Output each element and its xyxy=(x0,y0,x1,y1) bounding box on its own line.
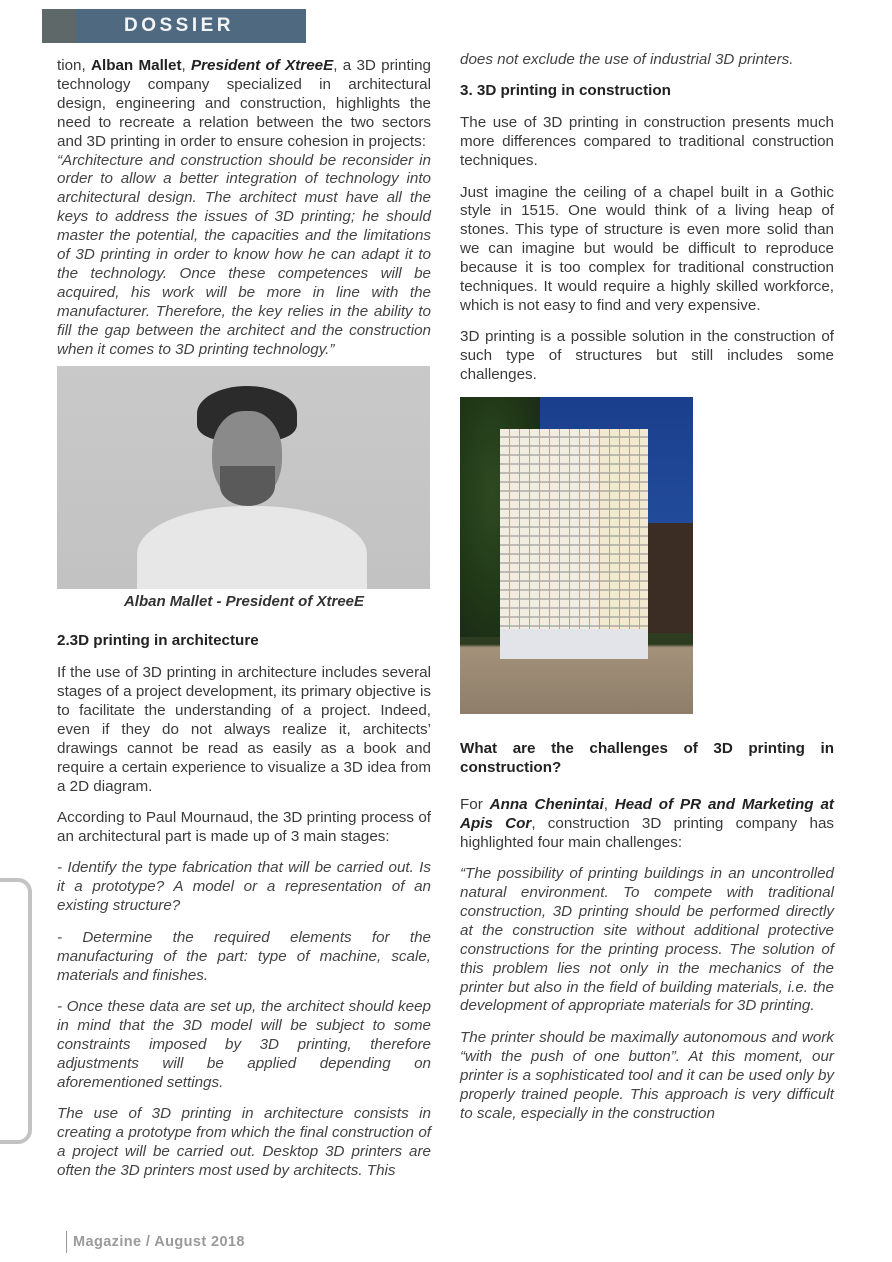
page-footer: Magazine / August 2018 xyxy=(66,1231,245,1253)
question-heading: What are the challenges of 3D printing in construction? xyxy=(460,740,834,776)
section-heading: 3. 3D printing in construction xyxy=(460,82,671,100)
intro-text-end: , construction 3D printing company has highlighted four main challenges: xyxy=(460,814,834,851)
stage-item: - Determine the required elements for the manufacturing of the part: type of machine, scale, materials and finishes. xyxy=(57,928,431,984)
photo-shirt xyxy=(137,506,367,589)
intro-paragraph xyxy=(57,57,431,152)
quote-block: The printer should be maximally autonomous and work “with the push of one button”. At this moment, our printer is a sophisticated tool and it can be used only by properly trained people. This approach is very difficult to scale, especially in the construction xyxy=(460,1028,834,1122)
body-paragraph: If the use of 3D printing in architecture includes several stages of a project development, its primary objective is to facilitate the understanding of a project. Indeed, even if they do not always realize it, architects’ drawings cannot be read as easily as a book and require a certain experience to visualize a 3D idea from a 2D diagram. xyxy=(57,664,431,795)
intro-text: tion, xyxy=(57,57,91,74)
stage-item: - Once these data are set up, the architect should keep in mind that the 3D model will be subject to some constraints imposed by 3D printing, therefore adjustments will be applied depending on aforementioned settings. xyxy=(57,997,431,1091)
section-header-bar xyxy=(42,9,306,43)
separator: , xyxy=(603,795,615,813)
body-paragraph: Just imagine the ceiling of a chapel built in a Gothic style in 1515. One would think of a living heap of stones. This type of structure is even more solid than we can imagine but would be difficult to reproduce because it is too complex for traditional construction techniques. It would require a highly skilled workforce, which is not easy to find and very expensive. xyxy=(460,183,834,314)
person-name: Anna Chenintai xyxy=(489,795,604,813)
person-role: Head of PR and Marketing at Apis Cor xyxy=(460,795,834,832)
quote-block: “Architecture and construction should be reconsider in order to allow a better integration of technology into architectural design. The architect must have all the keys to address the issues of 3D printing; he should master the potential, the capacities and the limitations of 3D printing in order to know how he can adapt it to the technology. Once these competences will be acquired, his work will be more in line with the manufacturer. Therefore, the key relies in the ability to fill the gap between the architect and the construction when it comes to 3D printing technology.” xyxy=(57,151,431,358)
section-heading: 2.3D printing in architecture xyxy=(57,632,259,650)
photo-tower-facade xyxy=(500,429,648,629)
separator: , xyxy=(181,57,192,74)
photo-beard xyxy=(220,466,275,506)
photo-tower-base xyxy=(500,629,648,659)
section-label: DOSSIER xyxy=(123,15,235,36)
person-name: Alban Mallet xyxy=(91,57,182,74)
person-role: President of XtreeE xyxy=(191,57,334,74)
right-column xyxy=(460,51,834,1136)
body-paragraph: According to Paul Mournaud, the 3D printing process of an architectural part is made up of 3 main stages: xyxy=(57,809,431,846)
portrait-photo xyxy=(57,366,430,589)
header-accent-block xyxy=(42,9,76,43)
intro-text: For xyxy=(460,795,490,813)
decorative-side-bracket xyxy=(0,878,32,1144)
continuation-text: does not exclude the use of industrial 3D printers. xyxy=(460,51,794,68)
intro-paragraph xyxy=(460,796,834,853)
quote-block: “The possibility of printing buildings in an uncontrolled natural environment. To compete with traditional construction, 3D printing should be performed directly at the construction site without additional protective constructions for the printing process. The solution of this problem lies not only in the mechanics of the printer but also in the field of building materials, i.e. the development of appropriate materials for 3D printing. xyxy=(460,865,834,1015)
stage-item: - Identify the type fabrication that will be carried out. Is it a prototype? A model or a representation of an existing structure? xyxy=(57,859,431,915)
intro-text-end: , a 3D printing technology company specialized in architectural design, engineering and construction, highlights the need to recreate a relation between the two sectors and 3D printing in order to ensure cohesion in projects: xyxy=(57,57,431,150)
building-model-photo xyxy=(460,397,693,714)
closing-paragraph: The use of 3D printing in architecture consists in creating a prototype from which the final construction of a project will be carried out. Desktop 3D printers are often the 3D printers most used by architects. This xyxy=(57,1104,431,1179)
body-paragraph: 3D printing is a possible solution in the construction of such type of structures but still includes some challenges. xyxy=(460,328,834,384)
left-column xyxy=(57,57,431,1193)
body-paragraph: The use of 3D printing in construction presents much more differences compared to traditional construction techniques. xyxy=(460,114,834,170)
portrait-caption: Alban Mallet - President of XtreeE xyxy=(123,592,365,610)
